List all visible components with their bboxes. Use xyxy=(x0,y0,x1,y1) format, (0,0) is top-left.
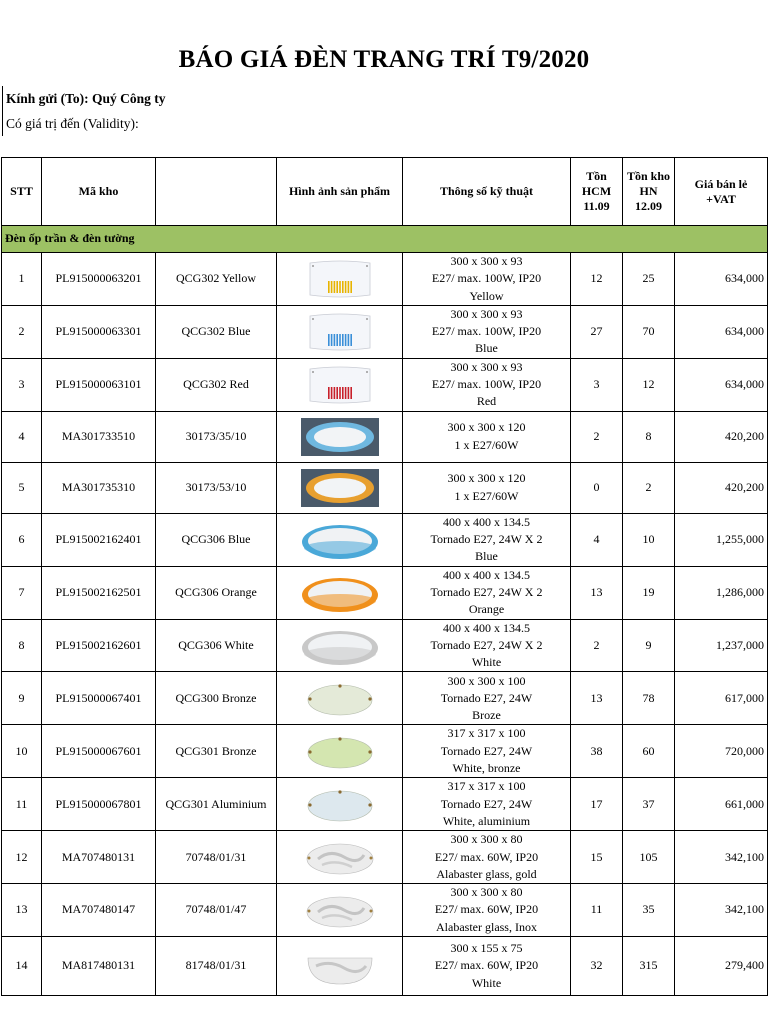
spec-line: Tornado E27, 24W X 2 xyxy=(430,637,543,652)
cell-ton-hn: 70 xyxy=(623,305,675,358)
spec-line: White, aluminium xyxy=(442,813,531,828)
price-table xyxy=(1,157,768,996)
spec-line: 400 x 400 x 134.5 xyxy=(443,620,530,635)
cell-spec xyxy=(403,725,571,778)
cell-image xyxy=(277,253,403,306)
recipient-line: Kính gửi (To): Quý Công ty xyxy=(6,91,166,106)
cell-image xyxy=(277,725,403,778)
spec-line: E27/ max. 100W, IP20 xyxy=(431,377,542,392)
cell-ton-hn: 10 xyxy=(623,513,675,566)
cell-code: PL915000067401 xyxy=(42,672,156,725)
cell-image xyxy=(277,513,403,566)
header-stt: STT xyxy=(2,158,42,226)
cell-code: PL915002162401 xyxy=(42,513,156,566)
spec-line: E27/ max. 100W, IP20 xyxy=(431,271,542,286)
table-row xyxy=(2,358,768,411)
cell-price: 342,100 xyxy=(675,831,768,884)
cell-code: PL915000063101 xyxy=(42,358,156,411)
cell-spec xyxy=(403,358,571,411)
cell-model: QCG306 Orange xyxy=(156,566,277,619)
cell-model: 30173/53/10 xyxy=(156,462,277,513)
dome-orange-lamp-icon xyxy=(300,573,380,613)
cell-price: 1,237,000 xyxy=(675,619,768,672)
cell-ton-hn: 19 xyxy=(623,566,675,619)
header-ma-kho: Mã kho xyxy=(42,158,156,226)
square-red-lamp-icon xyxy=(300,365,380,405)
table-row xyxy=(2,672,768,725)
spec-line: E27/ max. 60W, IP20 xyxy=(434,958,539,973)
spec-line: 300 x 155 x 75 xyxy=(450,941,523,956)
square-blue-lamp-icon xyxy=(300,312,380,352)
spec-line: Tornado E27, 24W xyxy=(440,796,533,811)
cell-image xyxy=(277,566,403,619)
cell-model: QCG302 Red xyxy=(156,358,277,411)
cell-image xyxy=(277,305,403,358)
spec-line: E27/ max. 60W, IP20 xyxy=(434,849,539,864)
bowl-silver-lamp-icon xyxy=(300,784,380,824)
table-row xyxy=(2,566,768,619)
cell-price: 1,255,000 xyxy=(675,513,768,566)
cell-ton-hn: 9 xyxy=(623,619,675,672)
spec-line: Broze xyxy=(472,708,501,723)
cell-spec xyxy=(403,937,571,996)
cell-spec xyxy=(403,619,571,672)
table-row xyxy=(2,884,768,937)
validity-line: Có giá trị đến (Validity): xyxy=(6,116,139,131)
cell-code: MA707480131 xyxy=(42,831,156,884)
cell-stt: 12 xyxy=(2,831,42,884)
cell-image xyxy=(277,778,403,831)
cell-price: 342,100 xyxy=(675,884,768,937)
spec-line: Alabaster glass, Inox xyxy=(436,919,537,934)
cell-spec xyxy=(403,778,571,831)
cell-ton-hcm: 38 xyxy=(571,725,623,778)
cell-price: 661,000 xyxy=(675,778,768,831)
cell-code: PL915002162501 xyxy=(42,566,156,619)
alabaster-gold-lamp-icon xyxy=(300,837,380,877)
cell-model: 70748/01/47 xyxy=(156,884,277,937)
table-row xyxy=(2,513,768,566)
cell-stt: 13 xyxy=(2,884,42,937)
cell-code: PL915000063201 xyxy=(42,253,156,306)
header-model xyxy=(156,158,277,226)
cell-ton-hn: 37 xyxy=(623,778,675,831)
cell-code: PL915002162601 xyxy=(42,619,156,672)
cell-image xyxy=(277,672,403,725)
cell-spec xyxy=(403,253,571,306)
header-image: Hình ảnh sản phẩm xyxy=(277,158,403,226)
spec-line: White xyxy=(471,655,502,670)
cell-image xyxy=(277,937,403,996)
table-row xyxy=(2,937,768,996)
cell-ton-hn: 25 xyxy=(623,253,675,306)
spec-line: Alabaster glass, gold xyxy=(436,866,537,881)
cell-stt: 1 xyxy=(2,253,42,306)
spec-line: Tornado E27, 24W X 2 xyxy=(430,532,543,547)
cell-ton-hcm: 0 xyxy=(571,462,623,513)
section-label: Đèn ốp trần & đèn tường xyxy=(2,226,768,253)
cell-model: QCG301 Bronze xyxy=(156,725,277,778)
cell-stt: 4 xyxy=(2,411,42,462)
spec-line: White xyxy=(471,975,502,990)
cell-stt: 7 xyxy=(2,566,42,619)
table-row xyxy=(2,253,768,306)
table-row xyxy=(2,462,768,513)
cell-model: QCG302 Yellow xyxy=(156,253,277,306)
cell-model: QCG306 Blue xyxy=(156,513,277,566)
cell-ton-hcm: 2 xyxy=(571,619,623,672)
cell-stt: 10 xyxy=(2,725,42,778)
cell-ton-hn: 78 xyxy=(623,672,675,725)
cell-image xyxy=(277,462,403,513)
spec-line: Orange xyxy=(468,602,505,617)
cell-model: 30173/35/10 xyxy=(156,411,277,462)
spec-line: Blue xyxy=(475,549,498,564)
cell-code: MA707480147 xyxy=(42,884,156,937)
spec-line: 400 x 400 x 134.5 xyxy=(443,567,530,582)
cell-stt: 2 xyxy=(2,305,42,358)
spec-line: 300 x 300 x 93 xyxy=(450,306,523,321)
cell-price: 634,000 xyxy=(675,358,768,411)
spec-line: 300 x 300 x 80 xyxy=(450,832,523,847)
cell-ton-hn: 105 xyxy=(623,831,675,884)
spec-line: Red xyxy=(476,394,497,409)
alabaster-inox-lamp-icon xyxy=(300,890,380,930)
cell-ton-hn: 2 xyxy=(623,462,675,513)
table-row xyxy=(2,778,768,831)
header-ton-hn-line3: 12.09 xyxy=(635,199,662,213)
spec-line: E27/ max. 60W, IP20 xyxy=(434,902,539,917)
header-spec: Thông số kỹ thuật xyxy=(403,158,571,226)
dome-white-lamp-icon xyxy=(300,626,380,666)
cell-stt: 5 xyxy=(2,462,42,513)
table-row xyxy=(2,305,768,358)
header-row xyxy=(2,158,768,226)
cell-price: 420,200 xyxy=(675,411,768,462)
cell-price: 617,000 xyxy=(675,672,768,725)
cell-code: PL915000067601 xyxy=(42,725,156,778)
cell-spec xyxy=(403,566,571,619)
cell-image xyxy=(277,884,403,937)
square-yellow-lamp-icon xyxy=(300,259,380,299)
cell-model: 70748/01/31 xyxy=(156,831,277,884)
header-ton-hn-line2: HN xyxy=(639,184,658,198)
spec-line: Tornado E27, 24W xyxy=(440,743,533,758)
cell-model: QCG302 Blue xyxy=(156,305,277,358)
spec-line: 300 x 300 x 120 xyxy=(447,471,526,486)
cell-ton-hn: 315 xyxy=(623,937,675,996)
cell-ton-hcm: 32 xyxy=(571,937,623,996)
cell-price: 279,400 xyxy=(675,937,768,996)
cell-code: MA301735310 xyxy=(42,462,156,513)
cell-ton-hcm: 13 xyxy=(571,566,623,619)
cell-ton-hcm: 2 xyxy=(571,411,623,462)
cell-model: QCG301 Aluminium xyxy=(156,778,277,831)
cell-price: 420,200 xyxy=(675,462,768,513)
cell-ton-hcm: 17 xyxy=(571,778,623,831)
cell-image xyxy=(277,831,403,884)
cell-spec xyxy=(403,513,571,566)
cell-stt: 3 xyxy=(2,358,42,411)
cell-price: 634,000 xyxy=(675,253,768,306)
cell-image xyxy=(277,358,403,411)
cell-stt: 14 xyxy=(2,937,42,996)
table-row xyxy=(2,619,768,672)
spec-line: E27/ max. 100W, IP20 xyxy=(431,324,542,339)
spec-line: Tornado E27, 24W xyxy=(440,690,533,705)
spec-line: Blue xyxy=(475,341,498,356)
table-row xyxy=(2,831,768,884)
cell-spec xyxy=(403,411,571,462)
cell-ton-hcm: 3 xyxy=(571,358,623,411)
spec-line: White, bronze xyxy=(452,761,521,776)
header-ton-hcm-line1: Tồn xyxy=(586,169,607,183)
cell-image xyxy=(277,619,403,672)
header-price-line2: +VAT xyxy=(706,191,736,206)
spec-line: 317 x 317 x 100 xyxy=(447,726,526,741)
spec-line: 300 x 300 x 120 xyxy=(447,420,526,435)
cell-spec xyxy=(403,831,571,884)
cell-ton-hn: 12 xyxy=(623,358,675,411)
cell-ton-hcm: 13 xyxy=(571,672,623,725)
spec-line: Yellow xyxy=(469,288,504,303)
header-ton-hcm-line3: 11.09 xyxy=(583,199,610,213)
header-price xyxy=(675,158,768,226)
spec-line: 317 x 317 x 100 xyxy=(447,779,526,794)
spec-line: 1 x E27/60W xyxy=(454,488,519,503)
bowl-bronze-lamp-icon xyxy=(300,678,380,718)
header-ton-hcm-line2: HCM xyxy=(581,184,612,198)
header-ton-hn-line1: Tồn kho xyxy=(626,169,671,183)
cell-ton-hcm: 15 xyxy=(571,831,623,884)
cell-code: PL915000063301 xyxy=(42,305,156,358)
cell-image xyxy=(277,411,403,462)
cell-model: 81748/01/31 xyxy=(156,937,277,996)
header-ton-hn xyxy=(623,158,675,226)
spec-line: 1 x E27/60W xyxy=(454,437,519,452)
spec-line: Tornado E27, 24W X 2 xyxy=(430,584,543,599)
cell-code: MA301733510 xyxy=(42,411,156,462)
header-price-line1: Giá bán lẻ xyxy=(694,176,748,191)
cell-ton-hcm: 11 xyxy=(571,884,623,937)
half-alabaster-lamp-icon xyxy=(300,946,380,986)
cell-code: PL915000067801 xyxy=(42,778,156,831)
dome-blue-lamp-icon xyxy=(300,520,380,560)
cell-ton-hn: 60 xyxy=(623,725,675,778)
cell-price: 634,000 xyxy=(675,305,768,358)
spec-line: 300 x 300 x 100 xyxy=(447,673,526,688)
cell-model: QCG300 Bronze xyxy=(156,672,277,725)
cell-ton-hcm: 4 xyxy=(571,513,623,566)
spec-line: 300 x 300 x 93 xyxy=(450,254,523,268)
cell-spec xyxy=(403,884,571,937)
header-ton-hcm xyxy=(571,158,623,226)
cell-price: 1,286,000 xyxy=(675,566,768,619)
cell-ton-hn: 8 xyxy=(623,411,675,462)
cell-spec xyxy=(403,462,571,513)
cell-ton-hcm: 27 xyxy=(571,305,623,358)
ring-blue-lamp-icon xyxy=(300,417,380,457)
table-row xyxy=(2,411,768,462)
page-title: BÁO GIÁ ĐÈN TRANG TRÍ T9/2020 xyxy=(178,46,590,73)
ring-orange-lamp-icon xyxy=(300,468,380,508)
left-border-line xyxy=(2,86,3,136)
spec-line: 400 x 400 x 134.5 xyxy=(443,514,530,529)
spec-line: 300 x 300 x 80 xyxy=(450,885,523,900)
cell-spec xyxy=(403,305,571,358)
cell-price: 720,000 xyxy=(675,725,768,778)
table-row xyxy=(2,725,768,778)
cell-spec xyxy=(403,672,571,725)
cell-ton-hcm: 12 xyxy=(571,253,623,306)
bowl-green-lamp-icon xyxy=(300,731,380,771)
cell-ton-hn: 35 xyxy=(623,884,675,937)
cell-stt: 9 xyxy=(2,672,42,725)
cell-code: MA817480131 xyxy=(42,937,156,996)
spec-line: 300 x 300 x 93 xyxy=(450,359,523,374)
cell-stt: 8 xyxy=(2,619,42,672)
cell-model: QCG306 White xyxy=(156,619,277,672)
cell-stt: 6 xyxy=(2,513,42,566)
section-row xyxy=(2,226,768,253)
cell-stt: 11 xyxy=(2,778,42,831)
